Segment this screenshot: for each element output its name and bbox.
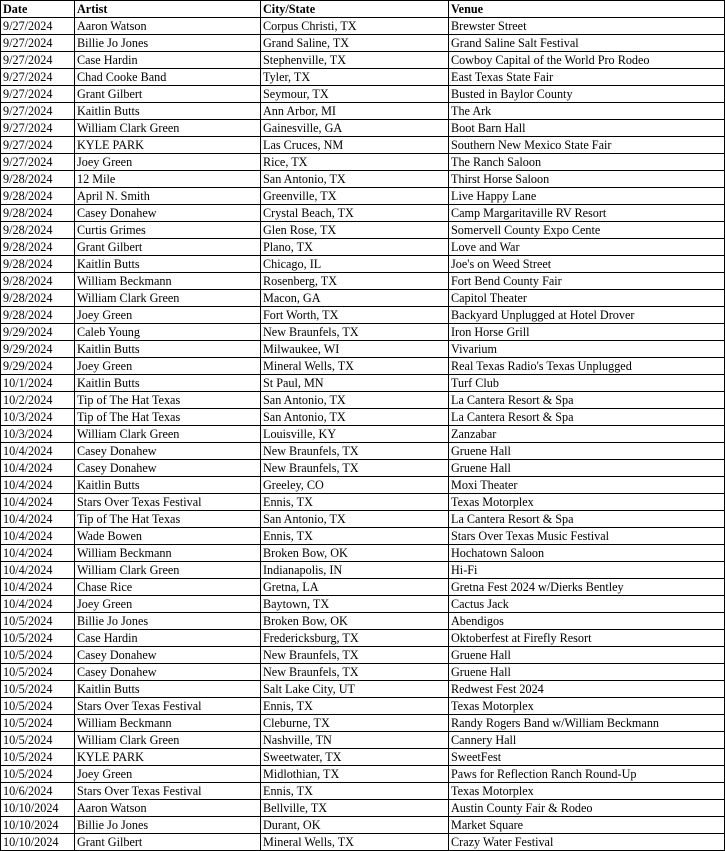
table-row <box>1 426 725 443</box>
table-row <box>1 579 725 596</box>
header-row <box>1 1 725 18</box>
artist-cell: Tip of The Hat Texas <box>75 409 261 426</box>
date-cell: 10/4/2024 <box>1 596 75 613</box>
date-cell: 9/28/2024 <box>1 188 75 205</box>
venue-cell: Real Texas Radio's Texas Unplugged <box>449 358 725 375</box>
city-state-cell: San Antonio, TX <box>261 511 449 528</box>
table-row <box>1 171 725 188</box>
artist-cell: Chad Cooke Band <box>75 69 261 86</box>
date-cell: 10/5/2024 <box>1 664 75 681</box>
table-row <box>1 307 725 324</box>
city-state-cell: Macon, GA <box>261 290 449 307</box>
date-cell: 10/5/2024 <box>1 630 75 647</box>
venue-cell: Somervell County Expo Cente <box>449 222 725 239</box>
table-row <box>1 698 725 715</box>
city-state-cell: New Braunfels, TX <box>261 443 449 460</box>
table-row <box>1 120 725 137</box>
artist-cell: Case Hardin <box>75 630 261 647</box>
date-cell: 9/29/2024 <box>1 358 75 375</box>
city-state-cell: Tyler, TX <box>261 69 449 86</box>
city-state-cell: Ennis, TX <box>261 698 449 715</box>
artist-cell: William Clark Green <box>75 290 261 307</box>
city-state-cell: Gretna, LA <box>261 579 449 596</box>
city-state-cell: Greeley, CO <box>261 477 449 494</box>
date-cell: 10/5/2024 <box>1 681 75 698</box>
date-cell: 10/1/2024 <box>1 375 75 392</box>
venue-cell: SweetFest <box>449 749 725 766</box>
artist-cell: Kaitlin Butts <box>75 375 261 392</box>
venue-cell: Moxi Theater <box>449 477 725 494</box>
date-cell: 9/28/2024 <box>1 171 75 188</box>
city-state-cell: New Braunfels, TX <box>261 324 449 341</box>
table-row <box>1 596 725 613</box>
venue-cell: Gruene Hall <box>449 664 725 681</box>
date-cell: 9/27/2024 <box>1 154 75 171</box>
table-row <box>1 69 725 86</box>
artist-cell: April N. Smith <box>75 188 261 205</box>
date-cell: 10/5/2024 <box>1 613 75 630</box>
date-cell: 9/27/2024 <box>1 18 75 35</box>
venue-cell: Grand Saline Salt Festival <box>449 35 725 52</box>
venue-cell: Southern New Mexico State Fair <box>449 137 725 154</box>
table-row <box>1 817 725 834</box>
city-state-cell: Fredericksburg, TX <box>261 630 449 647</box>
artist-cell: Billie Jo Jones <box>75 817 261 834</box>
city-state-cell: St Paul, MN <box>261 375 449 392</box>
city-state-cell: Mineral Wells, TX <box>261 358 449 375</box>
city-state-cell: Sweetwater, TX <box>261 749 449 766</box>
artist-cell: Stars Over Texas Festival <box>75 783 261 800</box>
table-row <box>1 341 725 358</box>
city-state-cell: Nashville, TN <box>261 732 449 749</box>
date-cell: 10/3/2024 <box>1 426 75 443</box>
venue-cell: Fort Bend County Fair <box>449 273 725 290</box>
venue-cell: Randy Rogers Band w/William Beckmann <box>449 715 725 732</box>
date-cell: 9/28/2024 <box>1 290 75 307</box>
venue-cell: Paws for Reflection Ranch Round-Up <box>449 766 725 783</box>
city-state-cell: Gainesville, GA <box>261 120 449 137</box>
venue-cell: Camp Margaritaville RV Resort <box>449 205 725 222</box>
table-row <box>1 766 725 783</box>
city-state-cell: Fort Worth, TX <box>261 307 449 324</box>
table-row <box>1 52 725 69</box>
venue-cell: Gruene Hall <box>449 460 725 477</box>
artist-cell: Chase Rice <box>75 579 261 596</box>
artist-cell: Wade Bowen <box>75 528 261 545</box>
venue-cell: Gruene Hall <box>449 443 725 460</box>
artist-cell: William Beckmann <box>75 545 261 562</box>
artist-cell: Joey Green <box>75 154 261 171</box>
artist-cell: William Clark Green <box>75 562 261 579</box>
venue-cell: Stars Over Texas Music Festival <box>449 528 725 545</box>
date-cell: 10/5/2024 <box>1 698 75 715</box>
venue-cell: Cactus Jack <box>449 596 725 613</box>
artist-cell: Joey Green <box>75 596 261 613</box>
city-state-cell: Louisville, KY <box>261 426 449 443</box>
city-state-cell: Seymour, TX <box>261 86 449 103</box>
table-row <box>1 205 725 222</box>
table-row <box>1 800 725 817</box>
artist-cell: Tip of The Hat Texas <box>75 392 261 409</box>
venue-cell: Busted in Baylor County <box>449 86 725 103</box>
city-state-cell: San Antonio, TX <box>261 409 449 426</box>
city-state-cell: Indianapolis, IN <box>261 562 449 579</box>
table-row <box>1 358 725 375</box>
venue-cell: The Ark <box>449 103 725 120</box>
venue-cell: East Texas State Fair <box>449 69 725 86</box>
city-state-cell: Ann Arbor, MI <box>261 103 449 120</box>
date-cell: 10/5/2024 <box>1 766 75 783</box>
table-row <box>1 103 725 120</box>
city-state-cell: Broken Bow, OK <box>261 613 449 630</box>
city-state-cell: Midlothian, TX <box>261 766 449 783</box>
venue-cell: Iron Horse Grill <box>449 324 725 341</box>
venue-cell: Cowboy Capital of the World Pro Rodeo <box>449 52 725 69</box>
venue-cell: Cannery Hall <box>449 732 725 749</box>
table-row <box>1 528 725 545</box>
date-cell: 9/27/2024 <box>1 35 75 52</box>
venue-cell: Texas Motorplex <box>449 494 725 511</box>
table-row <box>1 630 725 647</box>
city-state-cell: Greenville, TX <box>261 188 449 205</box>
table-row <box>1 239 725 256</box>
city-state-cell: Durant, OK <box>261 817 449 834</box>
date-cell: 10/5/2024 <box>1 647 75 664</box>
date-cell: 10/5/2024 <box>1 715 75 732</box>
artist-cell: Kaitlin Butts <box>75 256 261 273</box>
table-row <box>1 256 725 273</box>
artist-cell: Casey Donahew <box>75 460 261 477</box>
artist-cell: Casey Donahew <box>75 205 261 222</box>
table-row <box>1 545 725 562</box>
venue-cell: Hochatown Saloon <box>449 545 725 562</box>
date-cell: 10/4/2024 <box>1 477 75 494</box>
date-cell: 9/27/2024 <box>1 103 75 120</box>
date-cell: 10/4/2024 <box>1 494 75 511</box>
date-cell: 9/28/2024 <box>1 273 75 290</box>
table-row <box>1 749 725 766</box>
table-row <box>1 18 725 35</box>
city-state-cell: San Antonio, TX <box>261 392 449 409</box>
date-cell: 10/6/2024 <box>1 783 75 800</box>
date-cell: 10/4/2024 <box>1 511 75 528</box>
venue-cell: Market Square <box>449 817 725 834</box>
artist-cell: Kaitlin Butts <box>75 103 261 120</box>
venue-cell: Texas Motorplex <box>449 783 725 800</box>
table-row <box>1 647 725 664</box>
table-row <box>1 477 725 494</box>
artist-cell: Case Hardin <box>75 52 261 69</box>
date-cell: 10/4/2024 <box>1 460 75 477</box>
date-cell: 10/5/2024 <box>1 749 75 766</box>
date-cell: 10/4/2024 <box>1 562 75 579</box>
table-row <box>1 409 725 426</box>
venue-cell: Gruene Hall <box>449 647 725 664</box>
city-state-cell: New Braunfels, TX <box>261 664 449 681</box>
artist-cell: William Beckmann <box>75 273 261 290</box>
artist-cell: William Clark Green <box>75 426 261 443</box>
date-cell: 10/4/2024 <box>1 443 75 460</box>
city-state-cell: Mineral Wells, TX <box>261 834 449 851</box>
date-cell: 10/3/2024 <box>1 409 75 426</box>
table-row <box>1 188 725 205</box>
city-state-cell: Plano, TX <box>261 239 449 256</box>
table-row <box>1 834 725 851</box>
city-state-cell: Grand Saline, TX <box>261 35 449 52</box>
city-state-cell: Stephenville, TX <box>261 52 449 69</box>
venue-cell: Abendigos <box>449 613 725 630</box>
venue-cell: Hi-Fi <box>449 562 725 579</box>
artist-cell: Casey Donahew <box>75 443 261 460</box>
venue-cell: Joe's on Weed Street <box>449 256 725 273</box>
table-row <box>1 511 725 528</box>
table-row <box>1 681 725 698</box>
date-cell: 10/10/2024 <box>1 817 75 834</box>
date-cell: 9/27/2024 <box>1 137 75 154</box>
artist-cell: Tip of The Hat Texas <box>75 511 261 528</box>
venue-cell: La Cantera Resort & Spa <box>449 392 725 409</box>
table-row <box>1 732 725 749</box>
artist-cell: Grant Gilbert <box>75 86 261 103</box>
table-row <box>1 290 725 307</box>
city-state-cell: Las Cruces, NM <box>261 137 449 154</box>
artist-cell: KYLE PARK <box>75 749 261 766</box>
date-cell: 9/28/2024 <box>1 256 75 273</box>
venue-cell: Austin County Fair & Rodeo <box>449 800 725 817</box>
header-city-state: City/State <box>261 1 449 18</box>
table-row <box>1 715 725 732</box>
venue-cell: La Cantera Resort & Spa <box>449 409 725 426</box>
venue-cell: Turf Club <box>449 375 725 392</box>
date-cell: 10/10/2024 <box>1 834 75 851</box>
venue-cell: Texas Motorplex <box>449 698 725 715</box>
artist-cell: Kaitlin Butts <box>75 341 261 358</box>
artist-cell: Aaron Watson <box>75 800 261 817</box>
city-state-cell: Ennis, TX <box>261 494 449 511</box>
city-state-cell: Rice, TX <box>261 154 449 171</box>
city-state-cell: Ennis, TX <box>261 528 449 545</box>
table-row <box>1 86 725 103</box>
artist-cell: Stars Over Texas Festival <box>75 494 261 511</box>
date-cell: 10/10/2024 <box>1 800 75 817</box>
city-state-cell: Rosenberg, TX <box>261 273 449 290</box>
venue-cell: Redwest Fest 2024 <box>449 681 725 698</box>
city-state-cell: Milwaukee, WI <box>261 341 449 358</box>
artist-cell: 12 Mile <box>75 171 261 188</box>
header-venue: Venue <box>449 1 725 18</box>
table-row <box>1 783 725 800</box>
table-row <box>1 562 725 579</box>
table-row <box>1 375 725 392</box>
table-row <box>1 273 725 290</box>
artist-cell: Joey Green <box>75 358 261 375</box>
artist-cell: Billie Jo Jones <box>75 35 261 52</box>
venue-cell: Brewster Street <box>449 18 725 35</box>
header-artist: Artist <box>75 1 261 18</box>
artist-cell: Aaron Watson <box>75 18 261 35</box>
city-state-cell: Bellville, TX <box>261 800 449 817</box>
date-cell: 10/5/2024 <box>1 732 75 749</box>
date-cell: 9/27/2024 <box>1 86 75 103</box>
artist-cell: Joey Green <box>75 766 261 783</box>
venue-cell: Gretna Fest 2024 w/Dierks Bentley <box>449 579 725 596</box>
artist-cell: Casey Donahew <box>75 664 261 681</box>
city-state-cell: Baytown, TX <box>261 596 449 613</box>
artist-cell: KYLE PARK <box>75 137 261 154</box>
header-date: Date <box>1 1 75 18</box>
date-cell: 9/29/2024 <box>1 324 75 341</box>
city-state-cell: Chicago, IL <box>261 256 449 273</box>
venue-cell: Thirst Horse Saloon <box>449 171 725 188</box>
city-state-cell: Cleburne, TX <box>261 715 449 732</box>
city-state-cell: New Braunfels, TX <box>261 460 449 477</box>
date-cell: 9/28/2024 <box>1 205 75 222</box>
date-cell: 9/28/2024 <box>1 307 75 324</box>
artist-cell: William Beckmann <box>75 715 261 732</box>
venue-cell: Crazy Water Festival <box>449 834 725 851</box>
venue-cell: Live Happy Lane <box>449 188 725 205</box>
table-row <box>1 460 725 477</box>
table-row <box>1 443 725 460</box>
date-cell: 10/4/2024 <box>1 528 75 545</box>
artist-cell: Grant Gilbert <box>75 834 261 851</box>
artist-cell: Joey Green <box>75 307 261 324</box>
artist-cell: Grant Gilbert <box>75 239 261 256</box>
venue-cell: Oktoberfest at Firefly Resort <box>449 630 725 647</box>
venue-cell: Love and War <box>449 239 725 256</box>
date-cell: 10/4/2024 <box>1 545 75 562</box>
city-state-cell: Broken Bow, OK <box>261 545 449 562</box>
date-cell: 9/27/2024 <box>1 52 75 69</box>
city-state-cell: Glen Rose, TX <box>261 222 449 239</box>
artist-cell: William Clark Green <box>75 120 261 137</box>
date-cell: 10/4/2024 <box>1 579 75 596</box>
table-row <box>1 494 725 511</box>
city-state-cell: San Antonio, TX <box>261 171 449 188</box>
table-row <box>1 392 725 409</box>
date-cell: 9/28/2024 <box>1 222 75 239</box>
table-row <box>1 613 725 630</box>
date-cell: 9/27/2024 <box>1 69 75 86</box>
date-cell: 9/27/2024 <box>1 120 75 137</box>
artist-cell: Kaitlin Butts <box>75 681 261 698</box>
venue-cell: Zanzabar <box>449 426 725 443</box>
venue-cell: Vivarium <box>449 341 725 358</box>
city-state-cell: Ennis, TX <box>261 783 449 800</box>
venue-cell: Boot Barn Hall <box>449 120 725 137</box>
city-state-cell: New Braunfels, TX <box>261 647 449 664</box>
table-row <box>1 137 725 154</box>
table-row <box>1 222 725 239</box>
table-row <box>1 664 725 681</box>
table-row <box>1 324 725 341</box>
date-cell: 10/2/2024 <box>1 392 75 409</box>
date-cell: 9/28/2024 <box>1 239 75 256</box>
artist-cell: Stars Over Texas Festival <box>75 698 261 715</box>
table-row <box>1 154 725 171</box>
venue-cell: Backyard Unplugged at Hotel Drover <box>449 307 725 324</box>
artist-cell: Caleb Young <box>75 324 261 341</box>
city-state-cell: Corpus Christi, TX <box>261 18 449 35</box>
artist-cell: Kaitlin Butts <box>75 477 261 494</box>
artist-cell: Casey Donahew <box>75 647 261 664</box>
artist-cell: William Clark Green <box>75 732 261 749</box>
venue-cell: The Ranch Saloon <box>449 154 725 171</box>
artist-cell: Billie Jo Jones <box>75 613 261 630</box>
venue-cell: La Cantera Resort & Spa <box>449 511 725 528</box>
table-row <box>1 35 725 52</box>
city-state-cell: Salt Lake City, UT <box>261 681 449 698</box>
date-cell: 9/29/2024 <box>1 341 75 358</box>
venue-cell: Capitol Theater <box>449 290 725 307</box>
city-state-cell: Crystal Beach, TX <box>261 205 449 222</box>
artist-cell: Curtis Grimes <box>75 222 261 239</box>
